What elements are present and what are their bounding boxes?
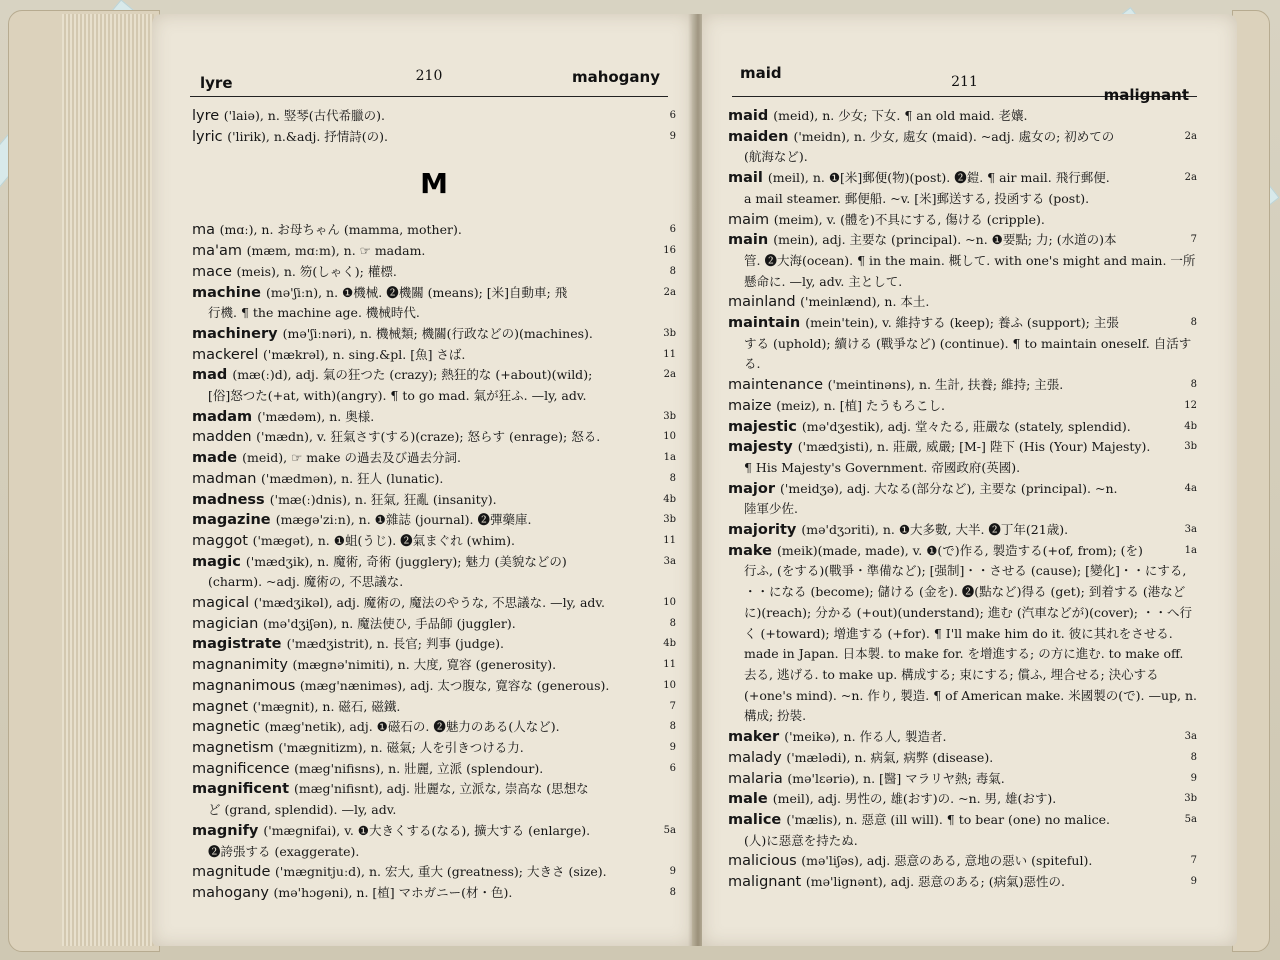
headword: maid [728, 108, 774, 124]
headword: malaria [728, 770, 788, 787]
headword: ma [192, 222, 220, 239]
dictionary-entry [728, 292, 1197, 313]
headword: mad [192, 367, 233, 384]
definition: (meim), v. (體を)不具にする, 傷ける (cripple). [773, 211, 1045, 227]
dictionary-entry [728, 230, 1197, 292]
dictionary-entry [192, 407, 676, 428]
definition: (mə'dʒɔriti), n. ❶大多數, 大半. ❷丁年(21歳). [801, 522, 1069, 538]
guide-word-left: maid [740, 64, 782, 82]
dictionary-entry [192, 862, 676, 883]
definition-continuation: 管. ❷大海(ocean). ¶ in the main. 概して. with one's might and main. 一所懸命に. —ly, adv. 主として. [744, 252, 1196, 289]
dictionary-entry [728, 127, 1197, 168]
frequency-tag: 3b [663, 410, 676, 422]
frequency-tag: 9 [1190, 876, 1197, 888]
definition: ('laiə), n. 竪琴(古代希臘の). [223, 108, 386, 123]
definition: (meil), adj. 男性の, 雄(おす)の. ~n. 男, 雄(おす). [772, 791, 1057, 807]
headword: maim [728, 211, 774, 228]
dictionary-entry [728, 396, 1197, 417]
frequency-tag: 5a [663, 824, 676, 836]
definition: (mæg'netik), adj. ❶磁石の. ❷魅力のある(人など). [264, 719, 560, 735]
headword: majesty [728, 439, 798, 456]
running-header [732, 60, 1197, 104]
dictionary-entry [728, 210, 1197, 231]
frequency-tag: 12 [1184, 399, 1197, 411]
frequency-tag: 3b [663, 514, 676, 526]
definition: (mə'ʃiːn), n. ❶機械. ❷機關 (means); [米]自動車; 飛 [266, 284, 568, 300]
dictionary-entry [192, 345, 676, 366]
definition: (mægnə'nimiti), n. 大度, 寛容 (generosity). [292, 657, 557, 673]
frequency-tag: 9 [1190, 772, 1197, 784]
frequency-tag: 5a [1184, 813, 1197, 825]
dictionary-entry [728, 437, 1197, 478]
definition-continuation: (charm). ~adj. 魔術の, 不思議な. [208, 574, 404, 590]
headword: mahogany [192, 884, 274, 901]
headword: maggot [192, 532, 253, 549]
headword: maker [728, 729, 785, 746]
dictionary-entry [728, 748, 1197, 769]
headword: mainland [728, 294, 801, 311]
dictionary-entry [728, 375, 1197, 396]
headword: mail [728, 170, 768, 187]
headword: madam [192, 408, 258, 425]
definition: (mein), adj. 主要な (principal). ~n. ❶要點; 力; (水道の)本 [773, 232, 1117, 248]
definition: ('mædʒisti), n. 莊嚴, 威嚴; [M-] 陛下 (His (Your) Majesty). [797, 439, 1151, 455]
headword: malice [728, 811, 787, 828]
frequency-tag: 8 [669, 472, 676, 484]
page-number: 211 [951, 74, 978, 90]
headword: malicious [728, 853, 802, 870]
headword: magnanimous [192, 677, 300, 694]
definition: (mæg'nifisns), n. 壯麗, 立派 (splendour). [294, 760, 544, 776]
definition: (mɑː), n. お母ちゃん (mamma, mother). [219, 222, 462, 238]
definition: (mæg'nifisnt), adj. 壯麗な, 立派な, 崇高な (思想な [294, 781, 589, 797]
dictionary-entry [192, 469, 676, 490]
frequency-tag: 11 [663, 534, 676, 546]
definition: ('mælədi), n. 病氣, 病弊 (disease). [786, 749, 994, 765]
dictionary-entry [192, 759, 676, 780]
frequency-tag: 7 [1190, 855, 1197, 867]
frequency-tag: 7 [669, 700, 676, 712]
headword: male [728, 791, 773, 808]
dictionary-entry [192, 365, 676, 406]
definition: ('mægnitjuːd), n. 宏大, 重大 (greatness); 大きさ (size). [275, 864, 607, 880]
headword: majority [728, 522, 802, 539]
definition: (mægə'ziːn), n. ❶雜誌 (journal). ❷彈藥庫. [275, 512, 532, 528]
definition-continuation: ¶ His Majesty's Government. 帝國政府(英國). [744, 459, 1021, 475]
headword: major [728, 480, 781, 497]
frequency-tag: 9 [669, 741, 676, 753]
left-page [152, 14, 692, 946]
headword: magnificent [192, 781, 295, 798]
definition-continuation: (航海など). [744, 149, 808, 165]
definition: (meil), n. ❶[米]郵便(物)(post). ❷鎧. ¶ air mail. 飛行郵便. [767, 170, 1110, 186]
frequency-tag: 8 [1190, 751, 1197, 763]
dictionary-entry [728, 872, 1197, 893]
headword: magazine [192, 512, 276, 529]
definition: ('mædəm), n. 奥様. [257, 408, 375, 424]
dictionary-entry [728, 789, 1197, 810]
dictionary-entry [728, 810, 1197, 851]
frequency-tag: 1a [663, 452, 676, 464]
dictionary-entry [192, 697, 676, 718]
frequency-tag: 2a [663, 286, 676, 298]
dictionary-entry [728, 168, 1197, 209]
headword: madden [192, 429, 257, 446]
definition: (mæg'næniməs), adj. 太つ腹な, 寛容な (generous). [299, 677, 610, 693]
dictionary-entry [192, 676, 676, 697]
frequency-tag: 11 [663, 659, 676, 671]
headword: magnetism [192, 739, 279, 756]
dictionary-entry [192, 262, 676, 283]
definition: ('meidn), n. 少女, 處女 (maid). ~adj. 處女の; 初めての [793, 128, 1115, 144]
definition-continuation: 行ふ, (をする)(戰爭・準備など); [强制]・・させる (cause); [變化]・・にする, ・・になる (become); 儲ける (金を). ❷(點など)得る (get); 到着する (港などに)(reach); 分かる (+out)(understand); 進む (汽車などが)(cover); ・・へ行く (+toward); 增進する (+for). ¶ I'll make him do it. 彼に其れをさせる. made in Japan. 日本製. to make for. を增進する; の方に進む. to make off. 去る, 逃げる. to make up. 構成する; 束にする; 償ふ, 埋合せる; 決心する (+one's mind). ~n. 作り, 製造. ¶ of American make. 米國製の(で). —up, n. 構成; 扮裝. [744, 563, 1197, 724]
dictionary-entry [192, 127, 676, 148]
headword: maize [728, 397, 777, 414]
frequency-tag: 3a [1184, 524, 1197, 536]
dictionary-entry [728, 851, 1197, 872]
book-cover-right [1232, 10, 1270, 952]
definition: ('meidʒə), adj. 大なる(部分など), 主要な (principal). ~n. [780, 480, 1118, 496]
frequency-tag: 1a [1184, 544, 1197, 556]
guide-word-right: malignant [1103, 86, 1189, 104]
headword: maintenance [728, 377, 828, 394]
definition: (meis), n. 笏(しゃく); 權標. [236, 263, 397, 279]
definition: (meik)(made, made), v. ❶(で)作る, 製造する(+of, from); (を) [777, 542, 1143, 558]
dictionary-entry [192, 738, 676, 759]
definition: (mə'dʒiʃən), n. 魔法使ひ, 手品師 (juggler). [262, 615, 516, 631]
headword: malady [728, 749, 787, 766]
frequency-tag: 3b [1184, 793, 1197, 805]
dictionary-entry [192, 283, 676, 324]
headword: magnitude [192, 864, 276, 881]
definition: (mə'hɔgəni), n. [植] マホガニー(材・色). [273, 884, 513, 900]
frequency-tag: 2a [663, 369, 676, 381]
frequency-tag: 3b [663, 327, 676, 339]
definition: ('lirik), n.&adj. 抒情詩(の). [227, 128, 389, 144]
definition: ('mædmən), n. 狂人 (lunatic). [261, 470, 444, 486]
frequency-tag: 10 [663, 431, 676, 443]
headword: magistrate [192, 636, 287, 653]
entry-list [192, 106, 676, 904]
headword: malignant [728, 874, 806, 891]
frequency-tag: 8 [669, 617, 676, 629]
headword: machine [192, 284, 266, 301]
frequency-tag: 7 [1190, 234, 1197, 246]
headword: madness [192, 491, 270, 508]
frequency-tag: 3a [1184, 731, 1197, 743]
dictionary-entry [192, 655, 676, 676]
headword: ma'am [192, 243, 247, 260]
definition: (meiz), n. [植] たうもろこし. [776, 397, 945, 413]
dictionary-entry [728, 479, 1197, 520]
headword: main [728, 232, 774, 249]
frequency-tag: 6 [669, 110, 676, 121]
dictionary-entry [192, 106, 676, 127]
entry-list [728, 106, 1197, 893]
definition: (mə'ʃiːnəri), n. 機械類; 機關(行政などの)(machines). [282, 325, 593, 341]
frequency-tag: 8 [669, 721, 676, 733]
headword: mackerel [192, 346, 263, 363]
definition: ('mædʒistrit), n. 長官; 判事 (judge). [286, 636, 505, 652]
headword: magnificence [192, 760, 295, 777]
dictionary-entry [192, 883, 676, 904]
headword: magnet [192, 698, 253, 715]
definition: ('mækrəl), n. sing.&pl. [魚] さば. [263, 346, 466, 362]
section-letter: M [420, 167, 448, 201]
frequency-tag: 4b [1184, 420, 1197, 432]
definition: ('meinlænd), n. 本土. [800, 294, 930, 310]
definition: ('mægnifai), v. ❶大きくする(なる), 擴大する (enlarge). [263, 822, 591, 838]
definition: (mæ(ː)d), adj. 氣の狂つた (crazy); 熱狂的な (+about)(wild); [232, 367, 593, 383]
dictionary-entry [192, 779, 676, 820]
frequency-tag: 8 [1190, 379, 1197, 391]
definition-continuation: ど (grand, splendid). —ly, adv. [208, 802, 397, 818]
frequency-tag: 16 [663, 245, 676, 257]
headword: lyric [192, 128, 228, 145]
dictionary-entry [192, 241, 676, 262]
definition-continuation: 陸軍少佐. [744, 501, 798, 517]
dictionary-entry [192, 531, 676, 552]
page-number: 210 [415, 68, 443, 84]
guide-word-left: lyre [200, 74, 233, 92]
definition-continuation: [俗]怒つた(+at, with)(angry). ¶ to go mad. 氣が狂ふ. —ly, adv. [208, 388, 587, 404]
definition-continuation: 行機. ¶ the machine age. 機械時代. [208, 305, 420, 321]
frequency-tag: 2a [1184, 130, 1197, 142]
definition: (mə'liʃəs), adj. 惡意のある, 意地の惡い (spiteful). [801, 853, 1093, 869]
headword: maiden [728, 128, 794, 145]
definition: (mə'lɛəriə), n. [醫] マラリヤ熱; 毒氣. [787, 770, 1005, 786]
dictionary-entry [192, 510, 676, 531]
dictionary-entry [192, 821, 676, 862]
definition: (mein'tein), v. 維持する (keep); 養ふ (support); 主張 [805, 315, 1119, 331]
dictionary-entry [728, 769, 1197, 790]
definition: ('mædn), v. 狂氣さす(する)(craze); 怒らす (enrage); 怒る. [256, 429, 601, 445]
guide-word-right: mahogany [571, 68, 660, 86]
definition: ('mædʒik), n. 魔術, 奇術 (jugglery); 魅力 (美貌などの) [245, 553, 567, 569]
frequency-tag: 2a [1184, 172, 1197, 184]
dictionary-entry [728, 313, 1197, 375]
frequency-tag: 9 [669, 130, 676, 142]
headword: magical [192, 595, 254, 612]
frequency-tag: 10 [663, 679, 676, 691]
dictionary-entry [192, 614, 676, 635]
headword: lyre [192, 108, 224, 124]
dictionary-entry [728, 417, 1197, 438]
definition: ('mædʒikəl), adj. 魔術の, 魔法のやうな, 不思議な. —ly, adv. [253, 595, 605, 611]
definition-continuation: ❷誇張する (exaggerate). [208, 843, 360, 859]
headword: make [728, 542, 778, 559]
headword: mace [192, 263, 237, 280]
frequency-tag: 8 [669, 886, 676, 898]
dictionary-entry [728, 520, 1197, 541]
definition: ('meintinəns), n. 生計, 扶養; 維持; 主張. [827, 377, 1064, 393]
definition: (mæm, mɑːm), n. ☞ madam. [246, 243, 426, 259]
headword: magnanimity [192, 657, 293, 674]
headword: magician [192, 615, 263, 632]
frequency-tag: 10 [663, 597, 676, 609]
definition: (mə'dʒestik), adj. 堂々たる, 莊嚴な (stately, splendid). [801, 418, 1131, 434]
definition-continuation: (人)に惡意を持たぬ. [744, 832, 858, 848]
frequency-tag: 4b [663, 493, 676, 505]
frequency-tag: 3a [663, 555, 676, 567]
dictionary-entry [192, 717, 676, 738]
frequency-tag: 9 [669, 866, 676, 878]
dictionary-entry [192, 220, 676, 241]
headword: magnify [192, 822, 264, 839]
dictionary-entry [728, 541, 1197, 727]
dictionary-entry [192, 448, 676, 469]
dictionary-entry [728, 727, 1197, 748]
dictionary-entry [728, 106, 1197, 127]
dictionary-entry [192, 552, 676, 593]
headword: machinery [192, 325, 283, 342]
frequency-tag: 11 [663, 348, 676, 360]
frequency-tag: 4b [663, 638, 676, 650]
headword: magic [192, 553, 246, 570]
definition-continuation: a mail steamer. 郵便船. ~v. [米]郵送する, 投函する (post). [744, 190, 1090, 206]
dictionary-entry [192, 490, 676, 511]
headword: madman [192, 470, 262, 487]
definition: ('mægnitizm), n. 磁氣; 人を引きつける力. [278, 739, 524, 755]
headword: made [192, 450, 243, 467]
dictionary-entry [192, 593, 676, 614]
frequency-tag: 6 [669, 762, 676, 774]
headword: majestic [728, 418, 802, 435]
right-page [702, 14, 1237, 946]
frequency-tag: 8 [1190, 317, 1197, 329]
headword: maintain [728, 315, 806, 332]
definition: ('mægət), n. ❶蛆(うじ). ❷氣まぐれ (whim). [252, 532, 515, 548]
dictionary-entry [192, 427, 676, 448]
definition: ('mæ(ː)dnis), n. 狂氣, 狂亂 (insanity). [269, 491, 497, 507]
page-edges-left [62, 14, 154, 946]
frequency-tag: 4a [1184, 482, 1197, 494]
definition: ('mælis), n. 惡意 (ill will). ¶ to bear (one) no malice. [786, 811, 1110, 827]
definition: (meid), n. 少女; 下女. ¶ an old maid. 老孃. [773, 108, 1028, 123]
frequency-tag: 8 [669, 265, 676, 277]
definition: ('meikə), n. 作る人, 製造者. [784, 729, 947, 745]
definition: ('mægnit), n. 磁石, 磁鐵. [252, 698, 401, 714]
dictionary-entry [192, 634, 676, 655]
dictionary-entry [192, 324, 676, 345]
headword: magnetic [192, 719, 265, 736]
definition: (mə'lignənt), adj. 惡意のある; (病氣)惡性の. [805, 874, 1065, 890]
frequency-tag: 3b [1184, 441, 1197, 453]
definition: (meid), ☞ make の過去及び過去分詞. [242, 450, 462, 466]
running-header [190, 60, 668, 97]
frequency-tag: 6 [669, 224, 676, 236]
definition-continuation: する (uphold); 續ける (戰爭など) (continue). ¶ to maintain oneself. 自活する. [744, 335, 1192, 372]
